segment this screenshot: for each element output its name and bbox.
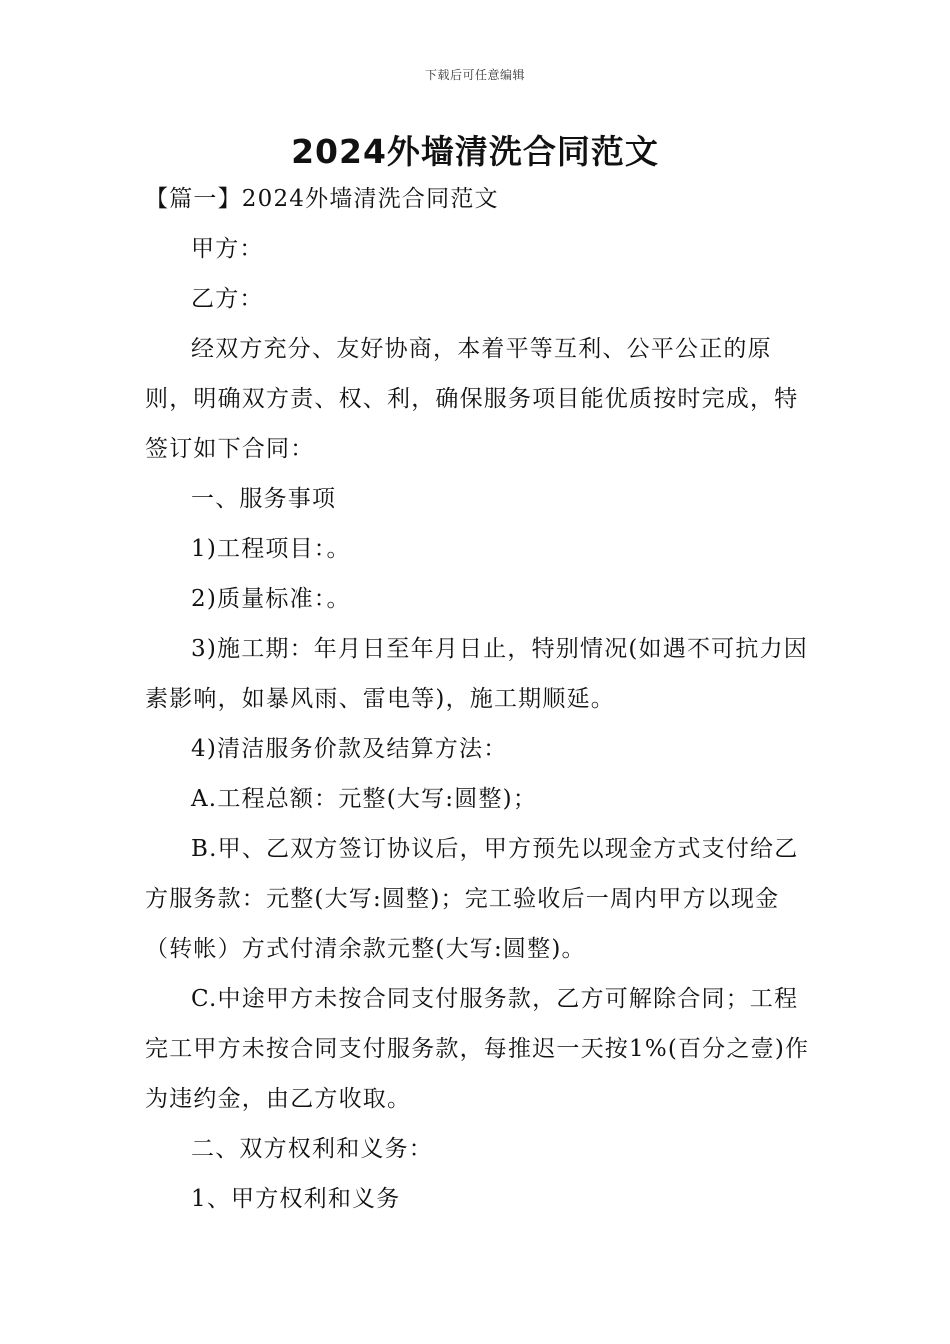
- preamble-paragraph: 经双方充分、友好协商，本着平等互利、公平公正的原则，明确双方责、权、利，确保服务项目能优质按时完成，特签订如下合同：: [145, 336, 799, 462]
- clause-item: 4)清洁服务价款及结算方法：: [191, 736, 508, 762]
- clause-heading-services: 一、服务事项: [191, 486, 337, 512]
- document-title: 2024外墙清洗合同范文: [291, 132, 659, 171]
- party-a-line: 甲方：: [191, 236, 264, 262]
- section-heading: 【篇一】2024外墙清洗合同范文: [145, 186, 499, 212]
- clause-item: 3)施工期：年月日至年月日止，特别情况(如遇不可抗力因素影响，如暴风雨、雷电等)，施工期顺延。: [145, 636, 808, 712]
- clause-item: 1)工程项目：。: [191, 536, 351, 562]
- clause-item: 2)质量标准：。: [191, 586, 351, 612]
- clause-item: C.中途甲方未按合同支付服务款，乙方可解除合同；工程完工甲方未按合同支付服务款，每推迟一天按1%(百分之壹)作为违约金，由乙方收取。: [145, 986, 810, 1112]
- clause-subheading: 1、甲方权利和义务: [191, 1186, 401, 1212]
- clause-item: B.甲、乙双方签订协议后，甲方预先以现金方式支付给乙方服务款：元整(大写:圆整)；完工验收后一周内甲方以现金（转帐）方式付清余款元整(大写:圆整)。: [145, 836, 799, 962]
- clause-item: A.工程总额：元整(大写:圆整)；: [191, 786, 538, 812]
- clause-heading-rights: 二、双方权利和义务：: [191, 1136, 433, 1162]
- document-body: [145, 174, 811, 1224]
- header-note: 下载后可任意编辑: [424, 68, 525, 82]
- party-b-line: 乙方：: [191, 286, 264, 312]
